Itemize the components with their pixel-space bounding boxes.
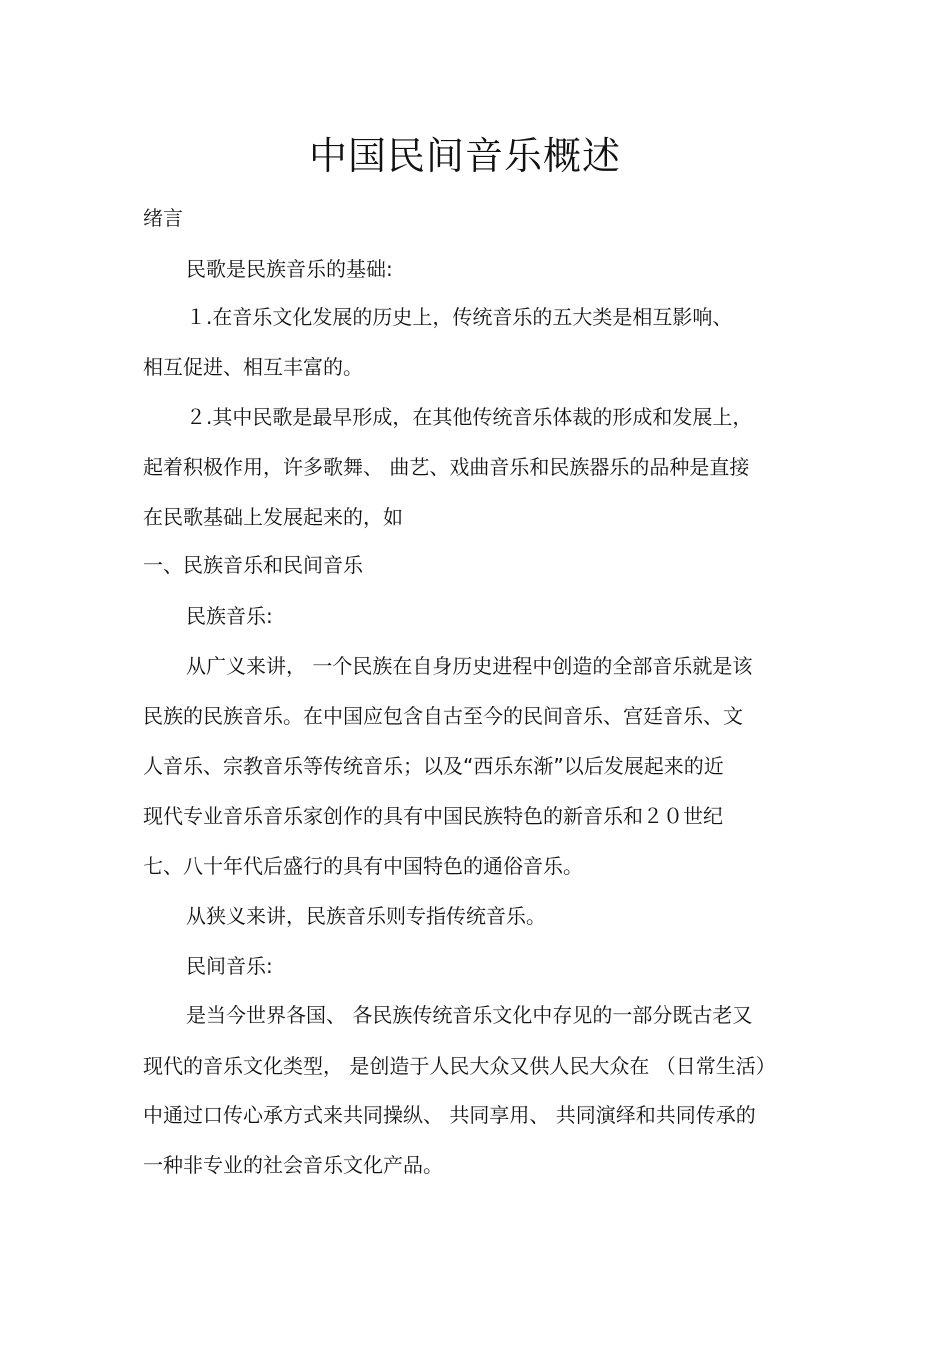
paragraph-line: ２.其中民歌是最早形成，在其他传统音乐体裁的形成和发展上， bbox=[186, 405, 753, 429]
document-title: 中国民间音乐概述 bbox=[308, 134, 621, 178]
paragraph-line: 民族的民族音乐。在中国应包含自古至今的民间音乐、宫廷音乐、文 bbox=[143, 704, 743, 728]
heading-preface: 绪言 bbox=[143, 206, 183, 230]
subheading: 民族音乐: bbox=[186, 604, 273, 628]
paragraph-line: 从广义来讲， 一个民族在自身历史进程中创造的全部音乐就是该 bbox=[186, 654, 753, 678]
paragraph-line: 人音乐、宗教音乐等传统音乐；以及“西乐东渐”以后发展起来的近 bbox=[143, 754, 724, 778]
paragraph-line: 民歌是民族音乐的基础: bbox=[186, 257, 393, 281]
paragraph-line: 相互促进、相互丰富的。 bbox=[143, 355, 363, 379]
paragraph-line: １.在音乐文化发展的历史上，传统音乐的五大类是相互影响、 bbox=[186, 305, 733, 329]
paragraph-line: 现代的音乐文化类型， 是创造于人民大众又供人民大众在 （日常生活） bbox=[143, 1054, 776, 1078]
subheading: 民间音乐: bbox=[186, 954, 273, 978]
paragraph-line: 是当今世界各国、 各民族传统音乐文化中存见的一部分既古老又 bbox=[186, 1003, 753, 1027]
paragraph-line: 从狭义来讲，民族音乐则专指传统音乐。 bbox=[186, 904, 546, 928]
paragraph-line: 一种非专业的社会音乐文化产品。 bbox=[143, 1153, 443, 1177]
paragraph-line: 在民歌基础上发展起来的，如 bbox=[143, 505, 403, 529]
paragraph-line: 现代专业音乐音乐家创作的具有中国民族特色的新音乐和２０世纪 bbox=[143, 804, 723, 828]
paragraph-line: 中通过口传心承方式来共同操纵、 共同享用、 共同演绎和共同传承的 bbox=[143, 1103, 756, 1127]
section-heading: 一、民族音乐和民间音乐 bbox=[143, 553, 363, 577]
paragraph-line: 起着积极作用，许多歌舞、 曲艺、戏曲音乐和民族器乐的品种是直接 bbox=[143, 455, 750, 479]
paragraph-line: 七、八十年代后盛行的具有中国特色的通俗音乐。 bbox=[143, 854, 583, 878]
